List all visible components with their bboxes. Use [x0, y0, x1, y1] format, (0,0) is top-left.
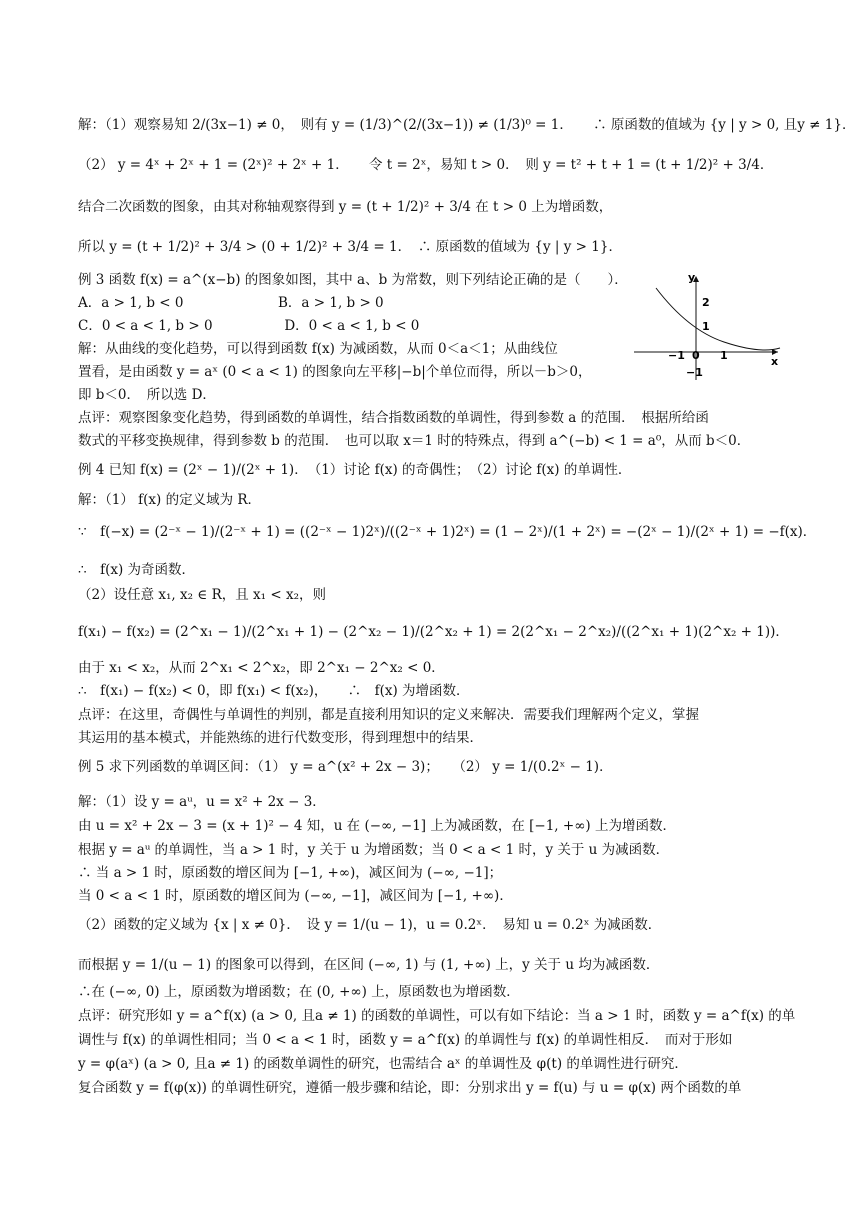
tick-label-xm1: −1 — [668, 349, 685, 362]
example-3-solution-2: 置看，是由函数 y = aˣ (0 < a < 1) 的图象向左平移|−b|个单位而得，所以－b＞0， — [78, 364, 592, 380]
example-5-solution-2a: 而根据 y = 1/(u − 1) 的图象可以得到，在区间 (−∞, 1) 与 (1, +∞) 上，y 关于 u 均为减函数． — [78, 957, 660, 973]
solution-2-part2: （2） y = 4ˣ + 2ˣ + 1 = (2ˣ)² + 2ˣ + 1． 令 t = 2ˣ，易知 t > 0． 则 y = t² + t + 1 = (t + 1/2)² + 3/4． — [78, 157, 774, 173]
example-4-odd-conclusion: ∴ f(x) 为奇函数． — [78, 562, 196, 578]
example-5-comment-3: y = φ(aˣ) (a > 0, 且a ≠ 1) 的函数单调性的研究，也需结合 aˣ 的单调性及 φ(t) 的单调性进行研究． — [78, 1056, 688, 1072]
example-5-solution-1d: 当 0 < a < 1 时，原函数的增区间为 (−∞, −1]，减区间为 [−1, +∞)． — [78, 888, 513, 904]
example-3-graph — [628, 268, 784, 386]
example-5-comment-1: 点评：研究形如 y = a^f(x) (a > 0, 且a ≠ 1) 的函数的单调性，可以有如下结论：当 a > 1 时，函数 y = a^f(x) 的单 — [78, 1008, 796, 1024]
example-3-comment-2: 数式的平移变换规律，得到参数 b 的范围． 也可以取 x＝1 时的特殊点，得到 a^(−b) < 1 = a⁰，从而 b＜0． — [78, 433, 751, 449]
example-5-solution-1: 解：（1）设 y = aᵘ，u = x² + 2x − 3． — [78, 794, 326, 810]
example-5-comment-2: 调性与 f(x) 的单调性相同；当 0 < a < 1 时，函数 y = a^f(x) 的单调性与 f(x) 的单调性相反． 而对于形如 — [78, 1032, 733, 1048]
example-4-comment-2: 其运用的基本模式，并能熟练的进行代数变形，得到理想中的结果． — [78, 730, 483, 746]
tick-label-ym1: −1 — [686, 366, 703, 379]
example-5-question: 例 5 求下列函数的单调区间：（1） y = a^(x² + 2x − 3)； （2） y = 1/(0.2ˣ − 1)． — [78, 759, 613, 775]
example-4-compare: 由于 x₁ < x₂，从而 2^x₁ < 2^x₂，即 2^x₁ − 2^x₂ < 0． — [78, 660, 445, 676]
solution-2-conclusion: 所以 y = (t + 1/2)² + 3/4 > (0 + 1/2)² + 3/4 = 1． ∴ 原函数的值域为 {y | y > 1}． — [78, 239, 622, 255]
example-3-options-ab: A．a > 1, b < 0 B．a > 1, b > 0 — [78, 295, 384, 311]
tick-label-x1: 1 — [720, 349, 728, 362]
example-3-solution-1: 解：从曲线的变化趋势，可以得到函数 f(x) 为减函数，从而 0＜a＜1；从曲线位 — [78, 341, 558, 357]
example-5-solution-2: （2）函数的定义域为 {x | x ≠ 0}． 设 y = 1/(u − 1)，u = 0.2ˣ． 易知 u = 0.2ˣ 为减函数． — [78, 917, 662, 933]
tick-label-y1: 1 — [702, 320, 710, 333]
example-5-solution-2b: ∴在 (−∞, 0) 上，原函数为增函数；在 (0, +∞) 上，原函数也为增函数． — [78, 984, 520, 1000]
example-4-solution-1: 解：（1） f(x) 的定义域为 R． — [78, 492, 262, 508]
example-3-question: 例 3 函数 f(x) = a^(x−b) 的图象如图，其中 a、b 为常数，则下列结论正确的是（ ）． — [78, 272, 628, 288]
example-3-comment-1: 点评：观察图象变化趋势，得到函数的单调性，结合指数函数的单调性，得到参数 a 的范围． 根据所给函 — [78, 410, 709, 426]
example-4-conclusion: ∴ f(x₁) − f(x₂) < 0，即 f(x₁) < f(x₂)， ∴ f(x) 为增函数． — [78, 683, 470, 699]
example-5-solution-1b: 根据 y = aᵘ 的单调性，当 a > 1 时，y 关于 u 为增函数；当 0 < a < 1 时，y 关于 u 为减函数． — [78, 842, 670, 858]
solution-2-part2-cont: 结合二次函数的图象，由其对称轴观察得到 y = (t + 1/2)² + 3/4 在 t > 0 上为增函数， — [78, 199, 613, 215]
example-4-solution-2: （2）设任意 x₁, x₂ ∈ R，且 x₁ < x₂，则 — [78, 587, 326, 603]
tick-label-y2: 2 — [702, 296, 710, 309]
example-4-comment-1: 点评：在这里，奇偶性与单调性的判别，都是直接利用知识的定义来解决．需要我们理解两个定义，掌握 — [78, 707, 699, 723]
y-axis-label: y — [688, 271, 696, 284]
example-3-options-cd: C．0 < a < 1, b > 0 D．0 < a < 1, b < 0 — [78, 318, 420, 334]
x-axis-label: x — [771, 355, 779, 368]
tick-label-origin: 0 — [692, 349, 700, 362]
example-3-solution-3: 即 b＜0． 所以选 D． — [78, 387, 216, 403]
example-5-solution-1a: 由 u = x² + 2x − 3 = (x + 1)² − 4 知，u 在 (−∞, −1] 上为减函数，在 [−1, +∞) 上为增函数． — [78, 818, 676, 834]
solution-2-part1: 解：（1）观察易知 2/(3x−1) ≠ 0， 则有 y = (1/3)^(2/(3x−1)) ≠ (1/3)⁰ = 1． ∴ 原函数的值域为 {y | y > 0, 且y ≠ 1}． — [78, 117, 856, 133]
example-4-odd-proof: ∵ f(−x) = (2⁻ˣ − 1)/(2⁻ˣ + 1) = ((2⁻ˣ − 1)2ˣ)/((2⁻ˣ + 1)2ˣ) = (1 − 2ˣ)/(1 + 2ˣ) = −(2ˣ − 1)/(2ˣ + 1) = −f(x)． — [78, 524, 817, 540]
exponential-curve — [656, 288, 780, 350]
example-5-comment-4: 复合函数 y = f(φ(x)) 的单调性研究，遵循一般步骤和结论，即：分别求出 y = f(u) 与 u = φ(x) 两个函数的单 — [78, 1080, 742, 1096]
example-4-difference: f(x₁) − f(x₂) = (2^x₁ − 1)/(2^x₁ + 1) − (2^x₂ − 1)/(2^x₂ + 1) = 2(2^x₁ − 2^x₂)/((2^x₁ + 1)(2^x₂ + 1))． — [78, 624, 789, 640]
example-5-solution-1c: ∴ 当 a > 1 时，原函数的增区间为 [−1, +∞)，减区间为 (−∞, −1]； — [78, 865, 503, 881]
function-graph-svg — [628, 268, 784, 386]
example-4-question: 例 4 已知 f(x) = (2ˣ − 1)/(2ˣ + 1)． （1）讨论 f(x) 的奇偶性； （2）讨论 f(x) 的单调性． — [78, 462, 632, 478]
